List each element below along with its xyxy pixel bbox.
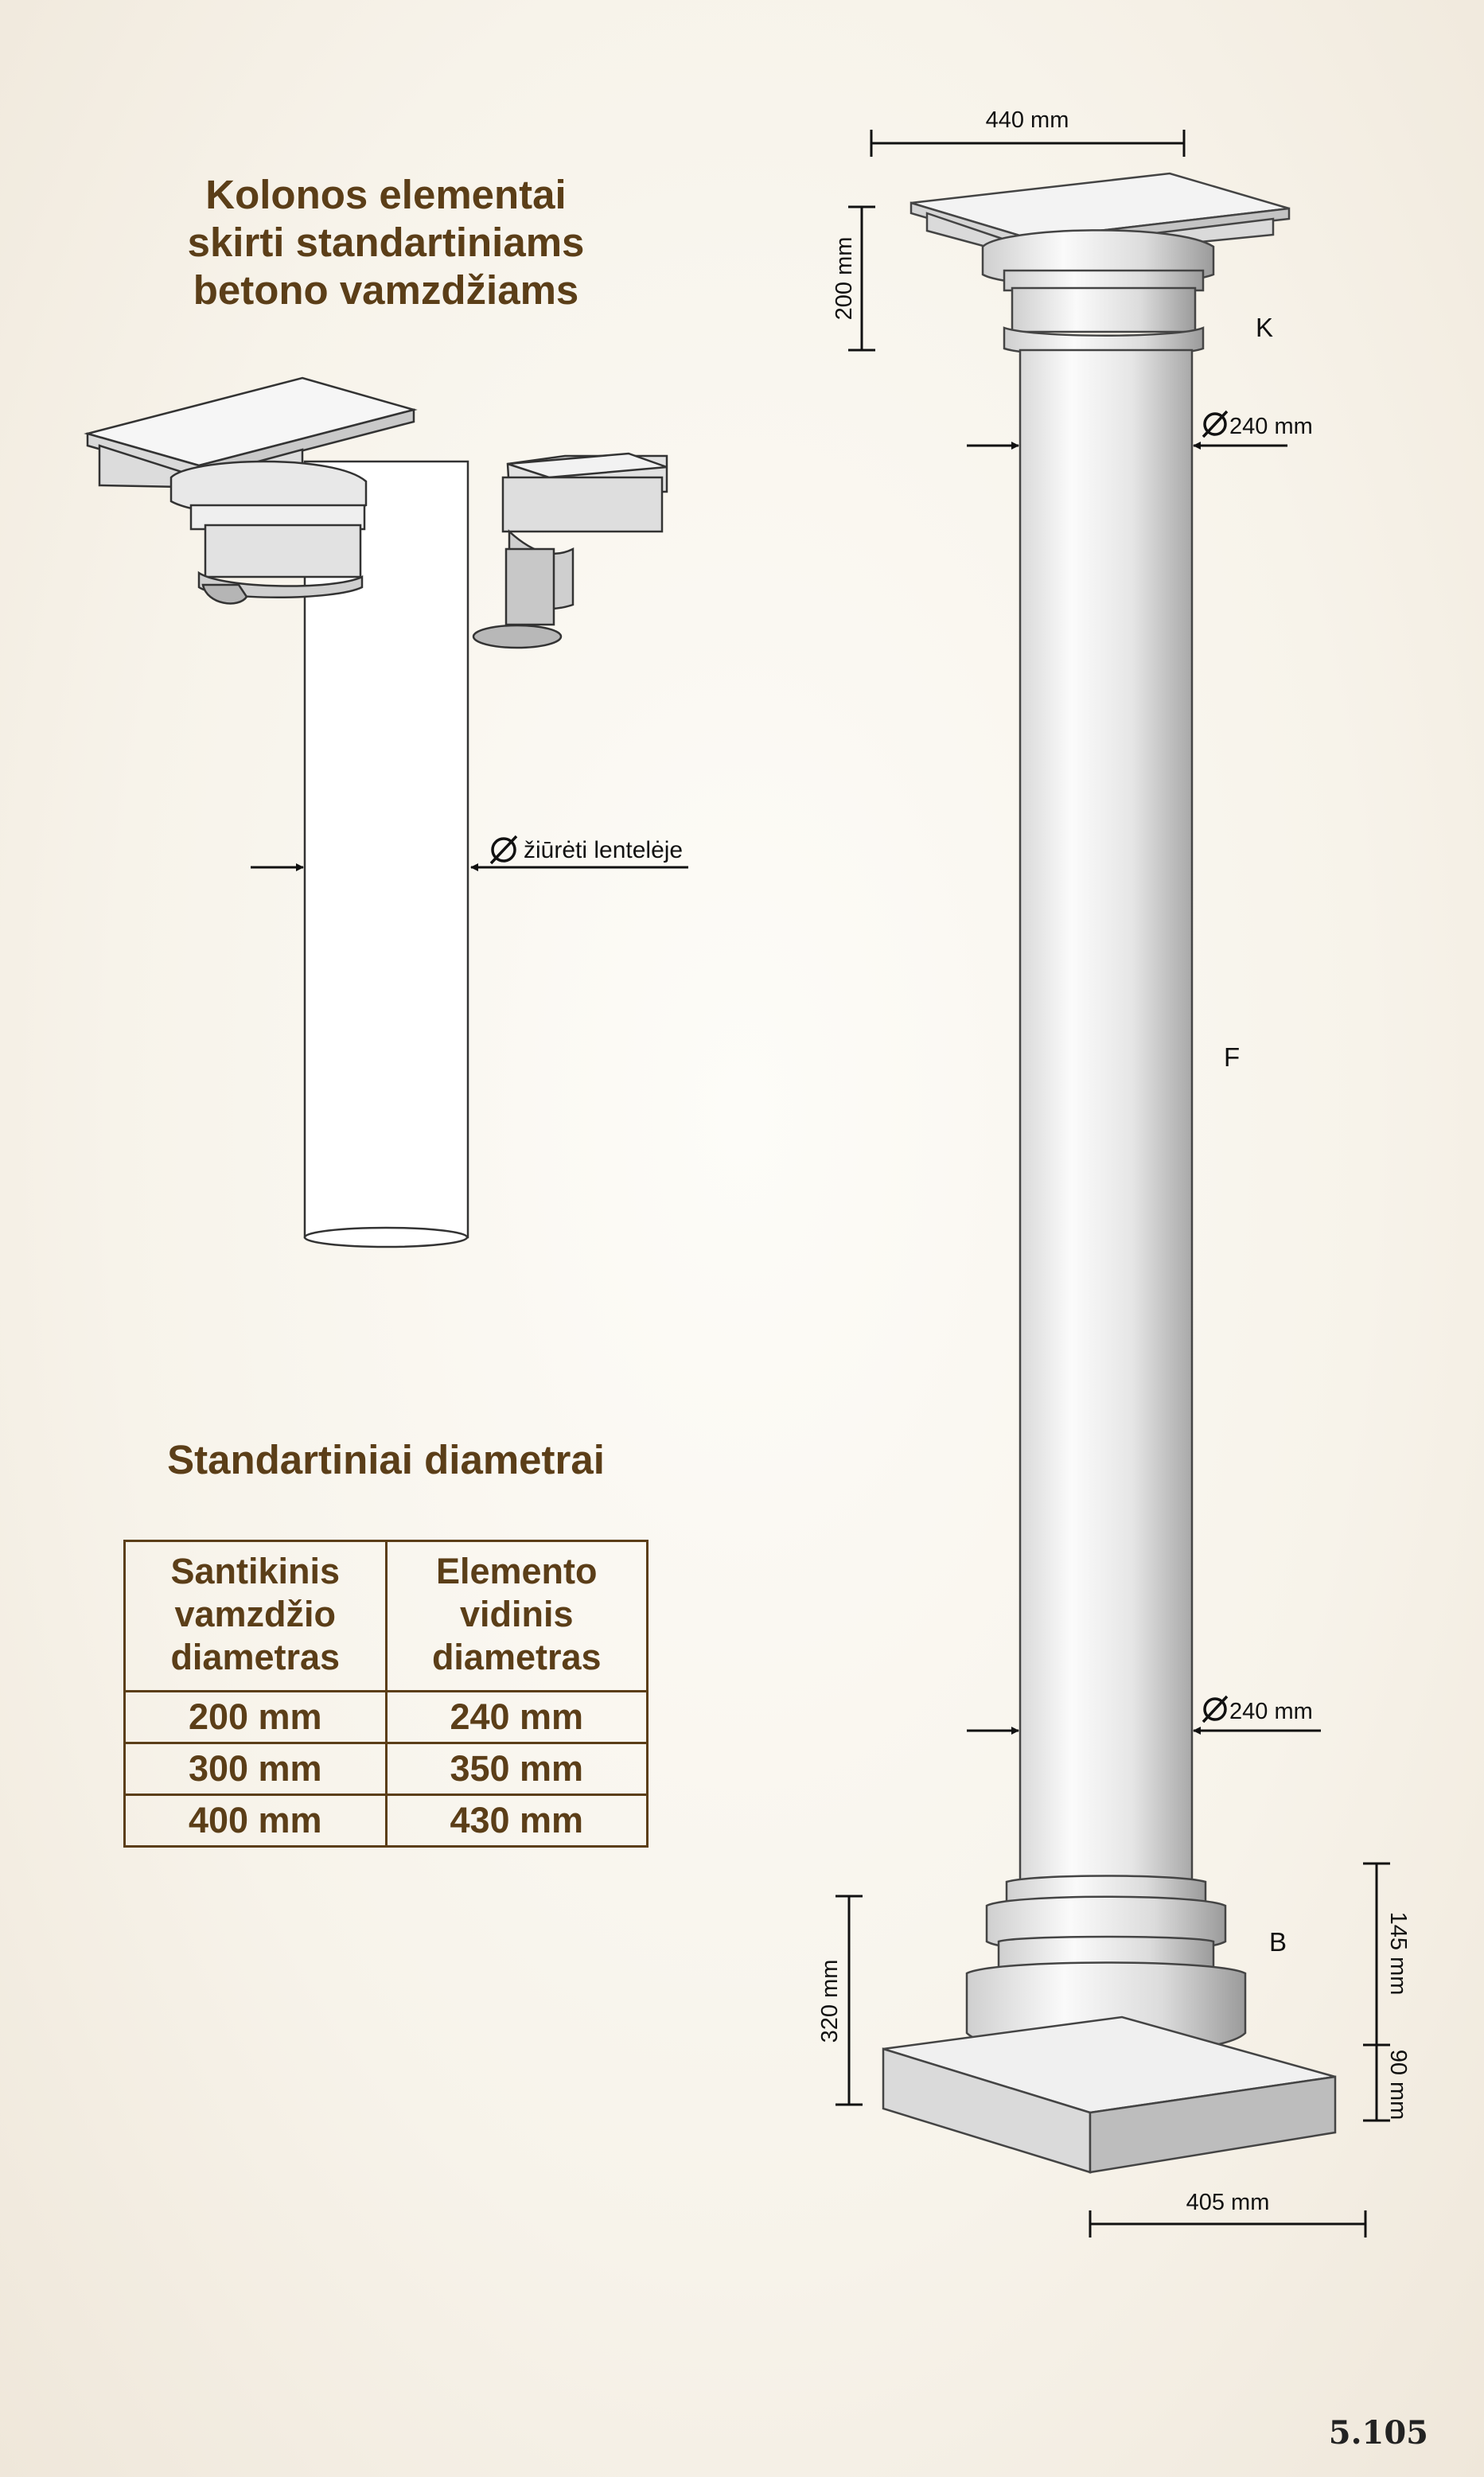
title-line-1: Kolonos elementai xyxy=(205,172,567,217)
page-number: 5.105 xyxy=(1328,2414,1428,2452)
column-base xyxy=(883,1876,1335,2173)
capital-height-label: 200 mm xyxy=(832,236,857,321)
capital-width-label: 440 mm xyxy=(985,107,1069,133)
diameter-symbol-icon xyxy=(491,836,516,863)
capital-half-shell xyxy=(473,454,667,648)
cell-pipe-diameter: 200 mm xyxy=(125,1692,387,1743)
plinth-height-label: 90 mm xyxy=(1385,2049,1411,2121)
title-line-3: betono vamzdžiams xyxy=(193,267,579,313)
title-line-2: skirti standartiniams xyxy=(187,220,585,265)
label-shaft-f: F xyxy=(1224,1042,1241,1072)
left-column-illustration xyxy=(88,378,688,1247)
header-pipe-diameter: Santikinis vamzdžio diametras xyxy=(125,1541,387,1692)
pipe xyxy=(305,462,468,1247)
left-diameter-note: žiūrėti lentelėje xyxy=(524,837,684,863)
column-capital xyxy=(911,173,1289,356)
header-element-inner-diameter: Elemento vidinis diametras xyxy=(386,1541,648,1692)
label-base-b: B xyxy=(1269,1927,1287,1957)
bottom-diameter-label: 240 mm xyxy=(1229,1699,1313,1724)
cell-pipe-diameter: 400 mm xyxy=(125,1795,387,1847)
diameter-symbol-icon xyxy=(1203,411,1227,437)
top-diameter-label: 240 mm xyxy=(1229,414,1313,439)
cell-element-diameter: 350 mm xyxy=(386,1743,648,1795)
column-shaft xyxy=(1020,350,1192,1898)
cell-pipe-diameter: 300 mm xyxy=(125,1743,387,1795)
cell-element-diameter: 430 mm xyxy=(386,1795,648,1847)
table-title: Standartiniai diametrai xyxy=(167,1437,605,1482)
plinth-width-label: 405 mm xyxy=(1186,2190,1270,2215)
base-torus-height-label: 145 mm xyxy=(1385,1911,1411,1996)
diameter-symbol-icon xyxy=(1203,1696,1227,1722)
right-column-illustration xyxy=(817,107,1411,2237)
base-height-label: 320 mm xyxy=(817,1959,843,2043)
cell-element-diameter: 240 mm xyxy=(386,1692,648,1743)
label-capital-k: K xyxy=(1256,313,1274,342)
